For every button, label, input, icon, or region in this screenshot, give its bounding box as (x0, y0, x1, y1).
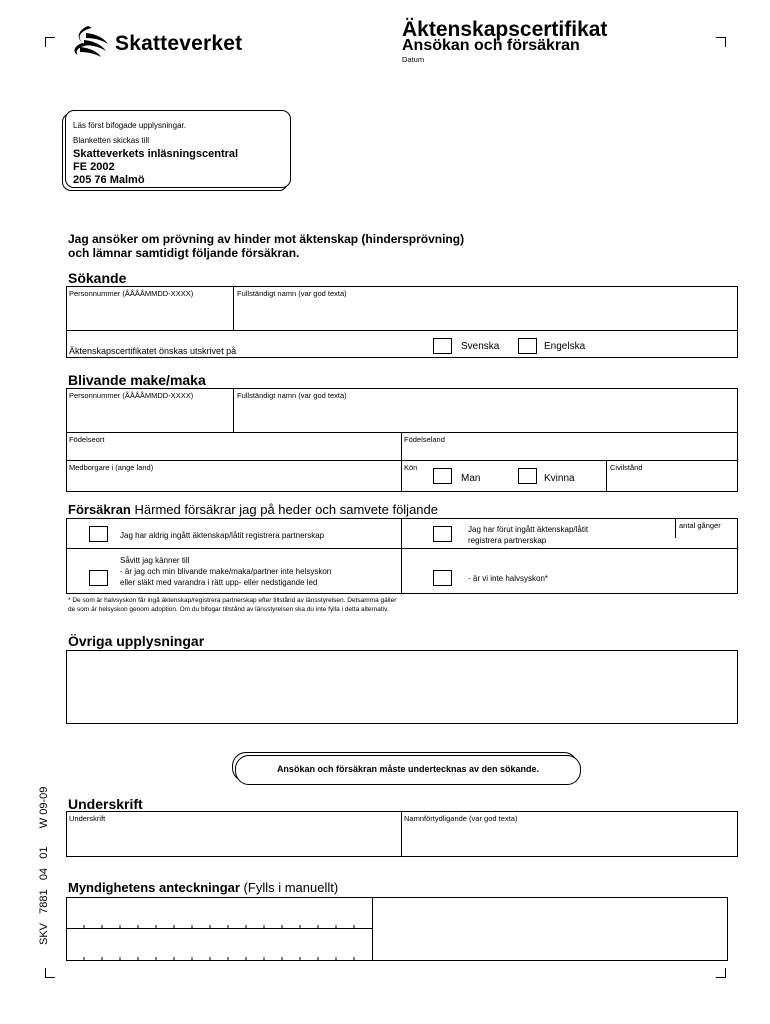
divider (66, 460, 738, 461)
divider (675, 518, 676, 538)
fodelseland-field[interactable] (403, 444, 736, 459)
savitt-label-1: Såvitt jag känner till (120, 556, 190, 565)
address-box (65, 110, 291, 188)
divider (66, 548, 738, 549)
underskrift-label: Underskrift (69, 814, 106, 823)
civilstand-label: Civilstånd (610, 463, 643, 472)
sokande-namn-label: Fullständigt namn (var god texta) (237, 289, 347, 298)
kvinna-checkbox[interactable] (518, 468, 537, 484)
address-send-to: Blanketten skickas till (73, 136, 150, 145)
blivande-namn-label: Fullständigt namn (var god texta) (237, 391, 347, 400)
underskrift-heading: Underskrift (68, 796, 143, 812)
kon-label: Kön (404, 463, 418, 472)
sokande-heading: Sökande (68, 270, 127, 286)
corner-mark-bottom-right (716, 968, 726, 978)
forut-gift-label-1: Jag har förut ingått äktenskap/låtit (468, 525, 589, 534)
divider (372, 897, 373, 961)
kvinna-label: Kvinna (544, 473, 575, 484)
form-title: Äktenskapscertifikat (402, 18, 608, 41)
namnfortydligande-label: Namnförtydligande (var god texta) (404, 814, 518, 823)
forsakran-heading (68, 502, 438, 517)
notice-box (235, 755, 581, 785)
underskrift-field[interactable] (67, 824, 400, 856)
address-line-2: FE 2002 (73, 161, 115, 173)
inte-helsyskon-checkbox[interactable] (89, 570, 108, 586)
forsakran-subtitle: Härmed försäkrar jag på heder och samvete följande (134, 502, 438, 517)
savitt-label-2: - är jag och min blivande make/maka/partner inte helsyskon (120, 567, 332, 576)
corner-mark-top-left (45, 37, 55, 47)
medborgare-field[interactable] (67, 472, 400, 491)
fodelseort-label: Födelseort (69, 435, 105, 444)
aldrig-gift-checkbox[interactable] (89, 526, 108, 542)
divider (401, 432, 402, 492)
notice-text: Ansökan och försäkran måste undertecknas av den sökande. (276, 764, 540, 774)
aldrig-gift-label: Jag har aldrig ingått äktenskap/låtit registrera partnerskap (120, 531, 325, 540)
ovriga-heading: Övriga upplysningar (68, 633, 205, 649)
fodelseland-label: Födelseland (404, 435, 445, 444)
divider (401, 518, 402, 594)
form-subtitle: Ansökan och försäkran (402, 37, 580, 54)
sokande-namn-field[interactable] (235, 299, 735, 329)
blivande-personnummer-label: Personnummer (ÅÅÅÅMMDD-XXXX) (69, 391, 194, 400)
divider (66, 432, 738, 433)
forut-gift-label-2: registrera partnerskap (468, 536, 547, 545)
civilstand-field[interactable] (608, 472, 736, 491)
footnote-line-1: * De som är halvsyskon får ingå äktenskap/registrera partnerskap efter tillstånd av länsstyrelsen. Detsamma gäller (68, 597, 397, 604)
corner-mark-top-right (716, 37, 726, 47)
date-label: Datum (402, 55, 425, 64)
ovriga-field[interactable] (66, 650, 738, 724)
savitt-label-3: eller släkt med varandra i rätt upp- eller nedstigande led (120, 578, 318, 587)
intro-line-1: Jag ansöker om prövning av hinder mot äktenskap (hindersprövning) (68, 232, 465, 246)
inte-halvsyskon-checkbox[interactable] (433, 570, 452, 586)
divider (233, 286, 234, 330)
certifikat-language-label: Äktenskapscertifikatet önskas utskrivet på (69, 346, 237, 356)
forsakran-title: Försäkran (68, 502, 131, 517)
svenska-label: Svenska (461, 341, 500, 352)
fodelseort-field[interactable] (67, 444, 400, 459)
namnfortydligande-field[interactable] (403, 824, 736, 856)
skatteverket-logo-icon (68, 24, 110, 58)
intro-line-2: och lämnar samtidigt följande försäkran. (68, 246, 300, 260)
antal-ganger-label: antal gånger (679, 521, 721, 530)
address-line-1: Skatteverkets inläsningscentral (73, 148, 239, 160)
myndighet-title: Myndighetens anteckningar (68, 880, 240, 895)
svenska-checkbox[interactable] (433, 338, 452, 354)
sokande-personnummer-label: Personnummer (ÅÅÅÅMMDD-XXXX) (69, 289, 194, 298)
sokande-personnummer-field[interactable] (67, 299, 232, 329)
address-note: Läs först bifogade upplysningar. (73, 121, 186, 130)
myndighet-tick-marks (66, 897, 372, 961)
divider (401, 811, 402, 857)
address-line-3: 205 76 Malmö (73, 174, 145, 186)
inte-halvsyskon-label: - är vi inte halvsyskon* (468, 574, 549, 583)
man-checkbox[interactable] (433, 468, 452, 484)
form-code: SKV 7881 04 01 W 09-09 (38, 786, 50, 945)
medborgare-label: Medborgare i (ange land) (69, 463, 154, 472)
brand-name: Skatteverket (115, 32, 243, 55)
blivande-heading: Blivande make/maka (68, 372, 206, 388)
engelska-checkbox[interactable] (518, 338, 537, 354)
antal-ganger-field[interactable] (677, 530, 735, 546)
myndighet-subtitle: (Fylls i manuellt) (243, 880, 339, 895)
divider (66, 330, 738, 331)
myndighet-heading (68, 880, 338, 895)
divider (606, 460, 607, 492)
divider (233, 388, 234, 432)
corner-mark-bottom-left (45, 968, 55, 978)
blivande-namn-field[interactable] (235, 401, 735, 431)
engelska-label: Engelska (544, 341, 586, 352)
forut-gift-checkbox[interactable] (433, 526, 452, 542)
blivande-personnummer-field[interactable] (67, 401, 232, 431)
man-label: Man (461, 473, 481, 484)
footnote-line-2: de som är helsyskon genom adoption. Om du bifogar tillstånd av länsstyrelsen ska du inte fylla i detta alternativ. (68, 606, 389, 613)
